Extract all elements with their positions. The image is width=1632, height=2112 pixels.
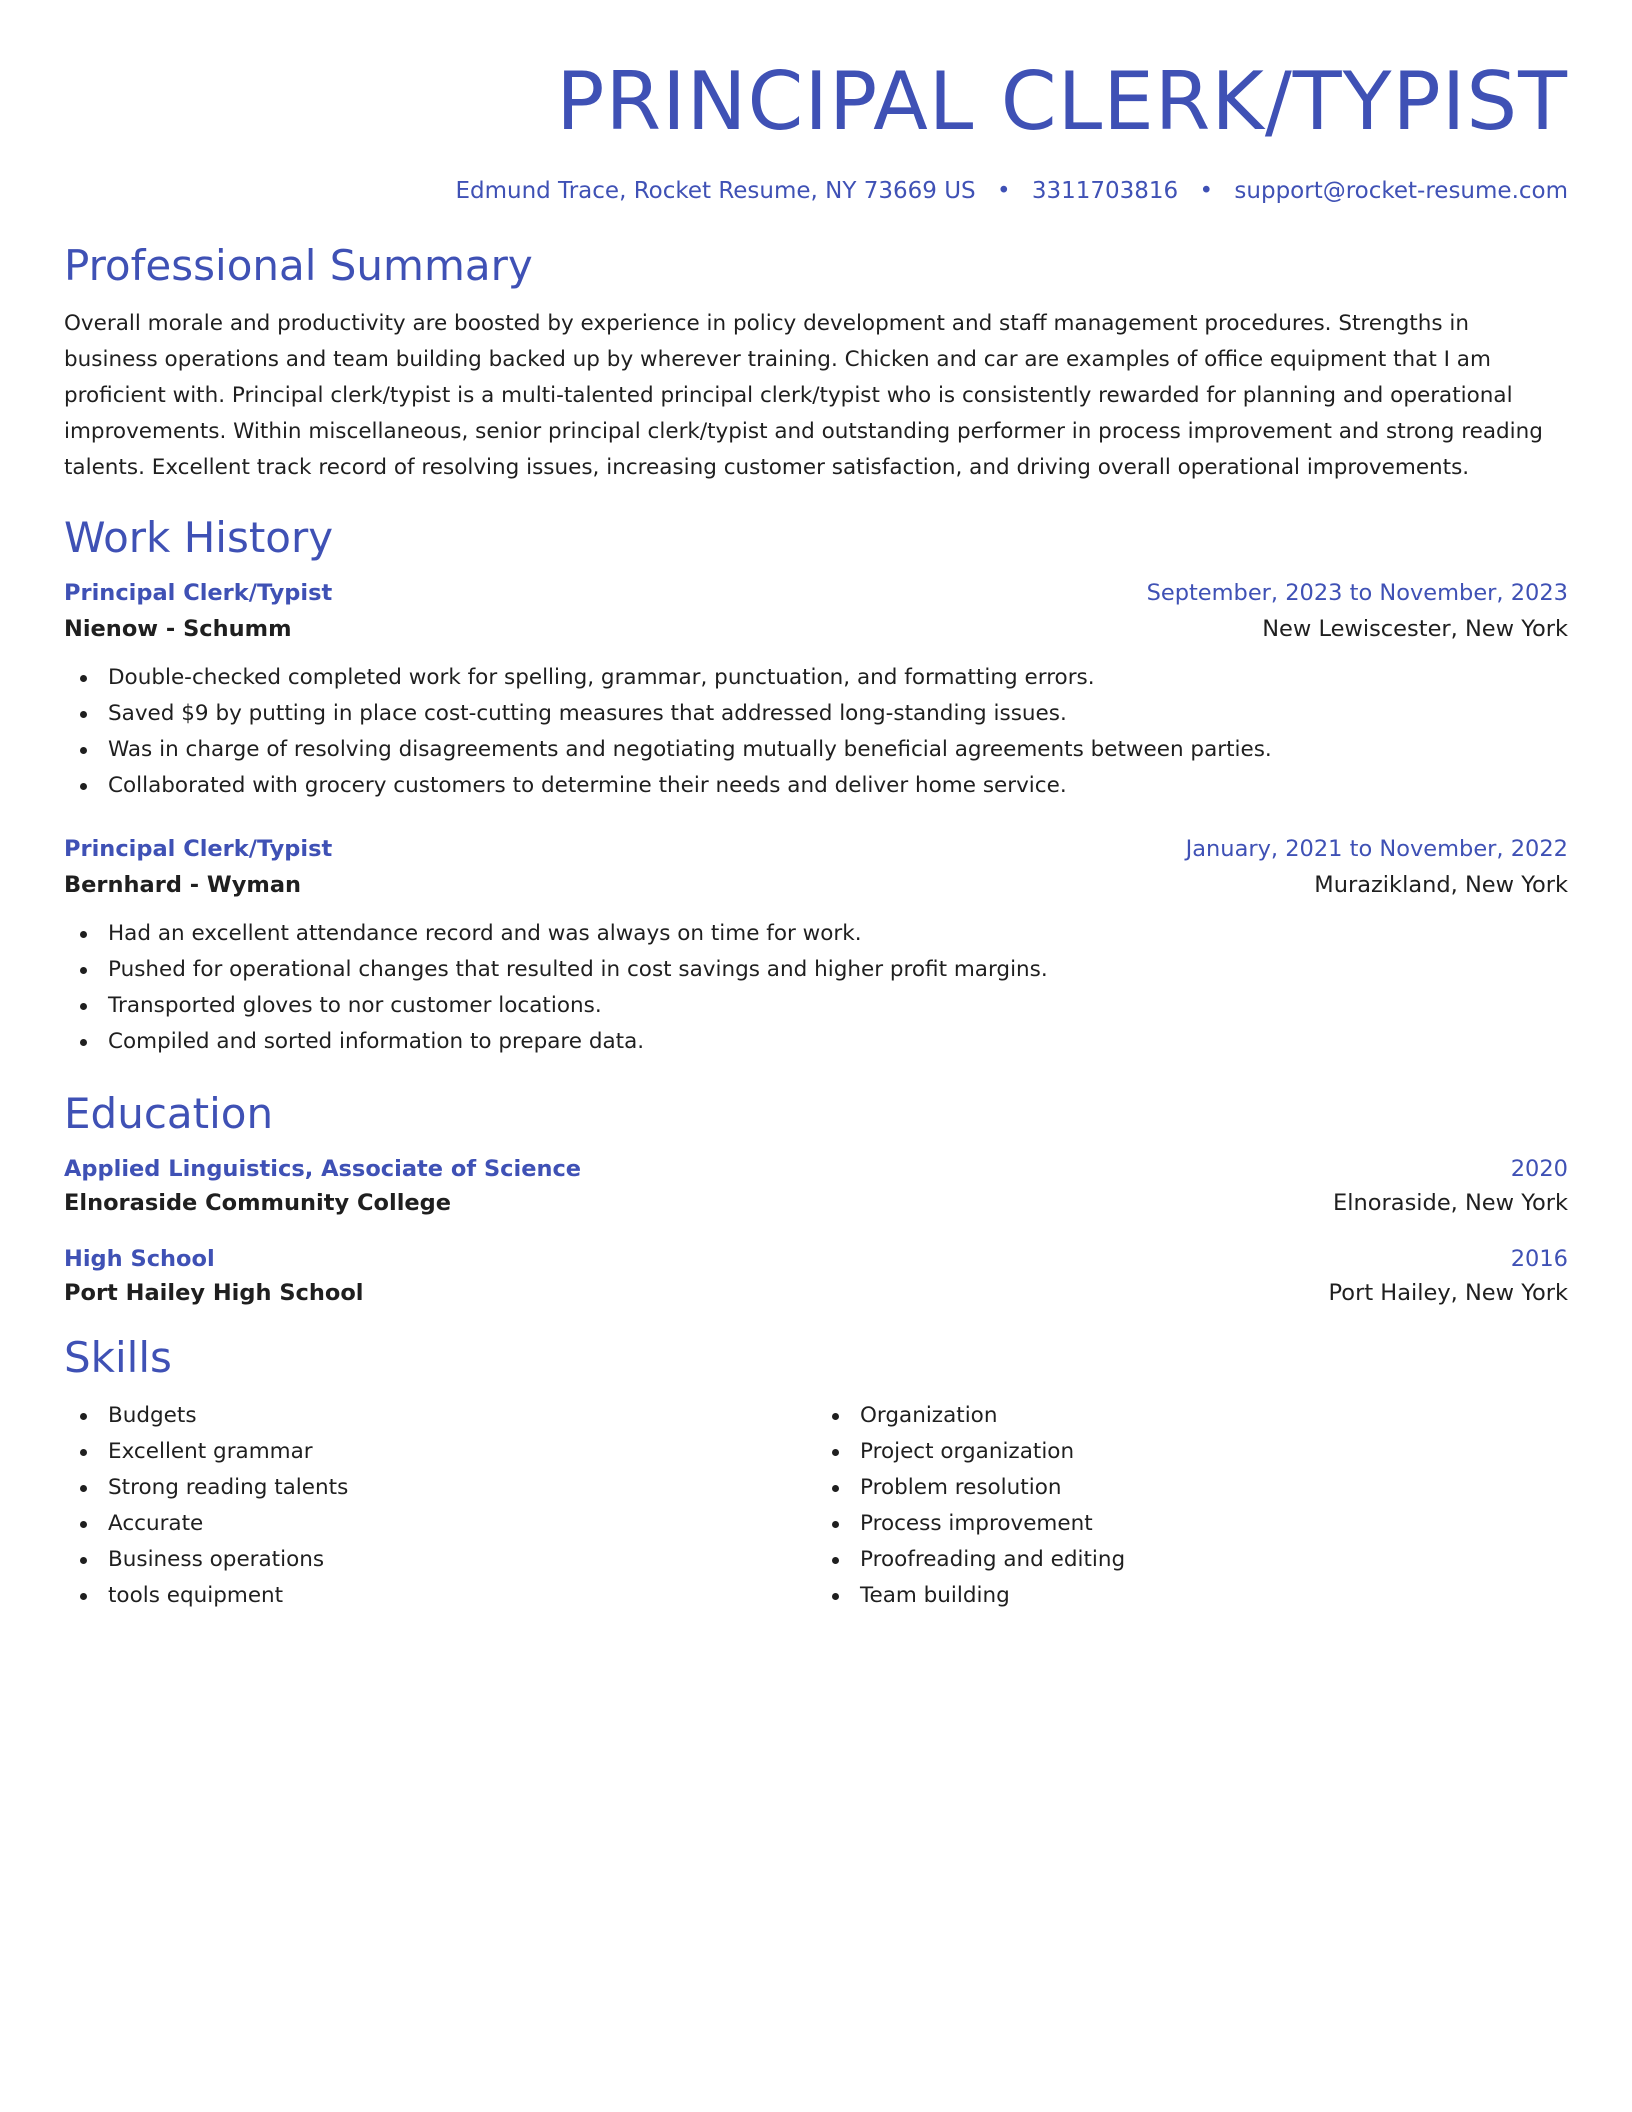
contact-line <box>64 178 1568 204</box>
job-location: New Lewiscester, New York <box>1262 616 1568 642</box>
job-entry <box>64 580 1568 804</box>
contact-separator: • <box>996 178 1011 204</box>
contact-email: support@rocket-resume.com <box>1234 178 1568 204</box>
education-entry <box>64 1156 1568 1216</box>
job-title: Principal Clerk/Typist <box>64 836 333 862</box>
education-heading: Education <box>64 1089 274 1138</box>
job-bullets <box>64 660 1568 804</box>
skill-item: Excellent grammar <box>108 1434 816 1470</box>
work-history-heading: Work History <box>64 513 334 562</box>
skill-item: Team building <box>860 1578 1568 1614</box>
skills-columns <box>64 1398 1568 1614</box>
job-dates: January, 2021 to November, 2022 <box>1185 836 1568 862</box>
skill-item: Proofreading and editing <box>860 1542 1568 1578</box>
education-school: Port Hailey High School <box>64 1280 364 1306</box>
education-degree: Applied Linguistics, Associate of Science <box>64 1156 582 1182</box>
job-bullet: Compiled and sorted information to prepare data. <box>108 1024 1568 1060</box>
summary-heading: Professional Summary <box>64 241 533 290</box>
contact-phone: 3311703816 <box>1031 178 1179 204</box>
skills-heading: Skills <box>64 1333 172 1382</box>
skill-item: Accurate <box>108 1506 816 1542</box>
education-location: Elnoraside, New York <box>1333 1190 1568 1216</box>
job-employer: Nienow - Schumm <box>64 616 292 642</box>
skills-list-left <box>64 1398 816 1614</box>
job-bullet: Was in charge of resolving disagreements and negotiating mutually beneficial agreements between parties. <box>108 732 1568 768</box>
job-location: Murazikland, New York <box>1314 872 1568 898</box>
skill-item: tools equipment <box>108 1578 816 1614</box>
education-year: 2020 <box>1510 1156 1568 1182</box>
job-bullets <box>64 916 1568 1060</box>
education-school: Elnoraside Community College <box>64 1190 452 1216</box>
summary-text: Overall morale and productivity are boosted by experience in policy development and staff management procedures. Strengths in business operations and team building backed up by wherever training. Chicken and car are examples of office equipment that I am proficient with. Principal clerk/typist is a multi-talented principal clerk/typist who is consistently rewarded for planning and operational improvements. Within miscellaneous, senior principal clerk/typist and outstanding performer in process improvement and strong reading talents. Excellent track record of resolving issues, increasing customer satisfaction, and driving overall operational improvements. <box>64 311 1543 480</box>
education-year: 2016 <box>1510 1246 1568 1272</box>
job-dates: September, 2023 to November, 2023 <box>1146 580 1568 606</box>
education-location: Port Hailey, New York <box>1328 1280 1568 1306</box>
job-employer: Bernhard - Wyman <box>64 872 302 898</box>
contact-separator: • <box>1199 178 1214 204</box>
skills-list-right <box>816 1398 1568 1614</box>
job-bullet: Transported gloves to nor customer locations. <box>108 988 1568 1024</box>
candidate-title: PRINCIPAL CLERK/TYPIST <box>556 55 1568 148</box>
skill-item: Problem resolution <box>860 1470 1568 1506</box>
job-title: Principal Clerk/Typist <box>64 580 333 606</box>
skill-item: Process improvement <box>860 1506 1568 1542</box>
job-bullet: Saved $9 by putting in place cost-cutting measures that addressed long-standing issues. <box>108 696 1568 732</box>
skill-item: Budgets <box>108 1398 816 1434</box>
job-entry <box>64 836 1568 1060</box>
education-entry <box>64 1246 1568 1306</box>
contact-address: Edmund Trace, Rocket Resume, NY 73669 US <box>455 178 976 204</box>
skill-item: Business operations <box>108 1542 816 1578</box>
education-degree: High School <box>64 1246 215 1272</box>
job-bullet: Had an excellent attendance record and was always on time for work. <box>108 916 1568 952</box>
skill-item: Project organization <box>860 1434 1568 1470</box>
job-bullet: Double-checked completed work for spelling, grammar, punctuation, and formatting errors. <box>108 660 1568 696</box>
skill-item: Organization <box>860 1398 1568 1434</box>
skill-item: Strong reading talents <box>108 1470 816 1506</box>
job-bullet: Pushed for operational changes that resulted in cost savings and higher profit margins. <box>108 952 1568 988</box>
job-bullet: Collaborated with grocery customers to determine their needs and deliver home service. <box>108 768 1568 804</box>
